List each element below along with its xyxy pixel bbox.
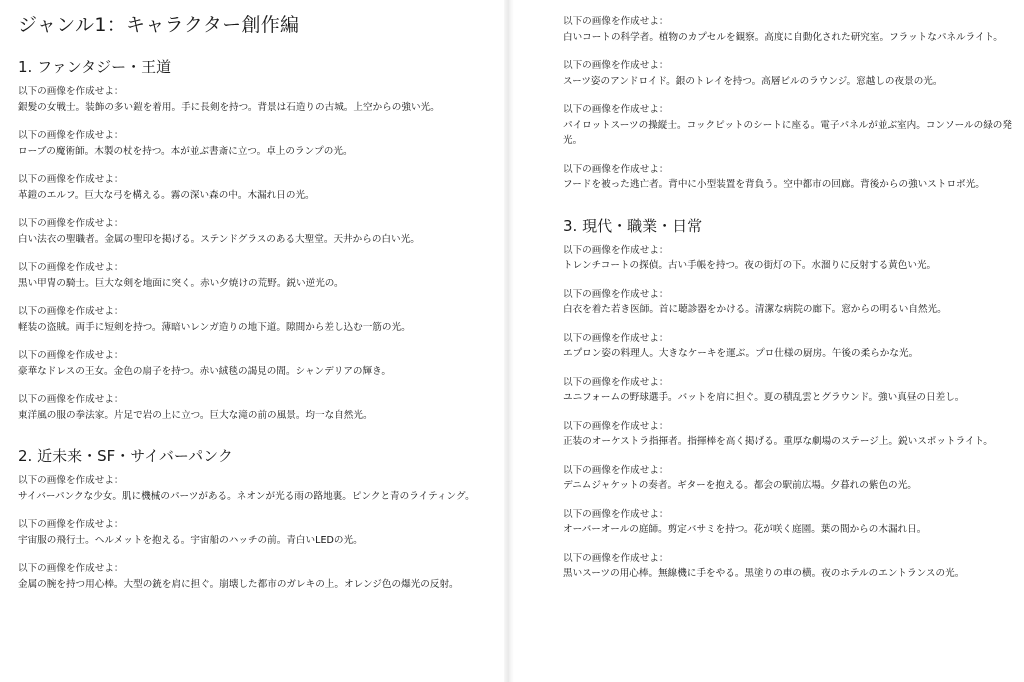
section-fantasy xyxy=(18,57,494,423)
entry-text: 軽装の盗賊。両手に短剣を持つ。薄暗いレンガ造りの地下道。隙間から差し込む一筋の光。 xyxy=(18,321,411,333)
entry-label: 以下の画像を作成せよ： xyxy=(563,16,669,27)
entry-text: 金属の腕を持つ用心棒。大型の銃を肩に担ぐ。崩壊した都市のガレキの上。オレンジ色の爆光の反射。 xyxy=(18,578,459,590)
prompt-entry xyxy=(563,58,1012,89)
prompt-entry xyxy=(563,419,1012,450)
entry-text: エプロン姿の料理人。大きなケーキを運ぶ。プロ仕様の厨房。午後の柔らかな光。 xyxy=(563,348,919,359)
entry-label: 以下の画像を作成せよ： xyxy=(563,332,669,344)
prompt-entry xyxy=(563,551,1012,582)
entry-text: 豪華なドレスの王女。金色の扇子を持つ。赤い絨毯の謁見の間。シャンデリアの輝き。 xyxy=(18,365,391,377)
section-scifi xyxy=(18,446,494,592)
prompt-entry xyxy=(18,561,494,592)
entry-text: デニムジャケットの奏者。ギターを抱える。都会の駅前広場。夕暮れの紫色の光。 xyxy=(563,480,917,491)
prompt-entry xyxy=(563,287,1012,318)
entry-label: 以下の画像を作成せよ： xyxy=(563,288,669,300)
prompt-entry xyxy=(563,507,1012,538)
prompt-entry xyxy=(563,463,1012,494)
entry-text: 革鎧のエルフ。巨大な弓を構える。霧の深い森の中。木漏れ日の光。 xyxy=(18,189,315,201)
entry-label: 以下の画像を作成せよ： xyxy=(18,394,124,405)
entry-label: 以下の画像を作成せよ： xyxy=(18,519,124,530)
entry-label: 以下の画像を作成せよ： xyxy=(563,508,669,520)
entry-text: 東洋風の服の拳法家。片足で岩の上に立つ。巨大な滝の前の風景。均一な自然光。 xyxy=(18,409,373,421)
entry-label: 以下の画像を作成せよ： xyxy=(18,306,124,317)
prompt-entry xyxy=(18,348,494,379)
entry-text: オーバーオールの庭師。剪定バサミを持つ。花が咲く庭園。葉の間からの木漏れ日。 xyxy=(563,524,927,535)
entry-text: 宇宙服の飛行士。ヘルメットを抱える。宇宙船のハッチの前。青白いLEDの光。 xyxy=(18,534,363,546)
section-heading: 2. 近未来・SF・サイバーパンク xyxy=(18,447,233,465)
entry-label: 以下の画像を作成せよ： xyxy=(18,350,124,361)
entry-text: ユニフォームの野球選手。バットを肩に担ぐ。夏の積乱雲とグラウンド。強い真昼の日差し。 xyxy=(563,392,965,403)
section-heading: 1. ファンタジー・王道 xyxy=(18,58,172,76)
entry-text: 白衣を着た若き医師。首に聴診器をかける。清潔な病院の廊下。窓からの明るい自然光。 xyxy=(563,304,947,315)
entry-text: 白いコートの科学者。植物のカプセルを観察。高度に自動化された研究室。フラットなパネルライト。 xyxy=(563,31,1003,43)
section-scifi-continued xyxy=(563,14,1012,193)
entry-text: 黒い甲冑の騎士。巨大な剣を地面に突く。赤い夕焼けの荒野。鋭い逆光の。 xyxy=(18,277,344,289)
entry-label: 以下の画像を作成せよ： xyxy=(563,464,669,476)
entry-label: 以下の画像を作成せよ： xyxy=(18,563,124,574)
entry-label: 以下の画像を作成せよ： xyxy=(18,475,124,486)
entry-text: 正装のオーケストラ指揮者。指揮棒を高く掲げる。重厚な劇場のステージ上。鋭いスポットライト。 xyxy=(563,436,993,447)
entry-text: スーツ姿のアンドロイド。銀のトレイを持つ。高層ビルのラウンジ。窓越しの夜景の光。 xyxy=(563,75,943,87)
entry-text: パイロットスーツの操縦士。コックピットのシートに座る。電子パネルが並ぶ室内。コンソールの緑の発光。 xyxy=(563,119,1012,146)
entry-label: 以下の画像を作成せよ： xyxy=(563,60,669,71)
prompt-entry xyxy=(18,392,494,423)
entry-label: 以下の画像を作成せよ： xyxy=(18,262,124,273)
left-page xyxy=(0,0,506,682)
prompt-entry xyxy=(18,172,494,203)
prompt-entry xyxy=(563,162,1012,193)
entry-label: 以下の画像を作成せよ： xyxy=(563,163,669,175)
prompt-entry xyxy=(18,304,494,335)
entry-text: フードを被った逃亡者。背中に小型装置を背負う。空中都市の回廊。背後からの強いストロボ光。 xyxy=(563,179,985,190)
prompt-entry xyxy=(18,473,494,504)
section-heading: 3. 現代・職業・日常 xyxy=(563,216,703,235)
entry-label: 以下の画像を作成せよ： xyxy=(563,376,669,388)
prompt-entry xyxy=(18,216,494,247)
right-page xyxy=(512,0,1024,682)
entry-text: トレンチコートの探偵。古い手帳を持つ。夜の街灯の下。水溜りに反射する黄色い光。 xyxy=(563,260,937,271)
prompt-entry xyxy=(18,128,494,159)
entry-label: 以下の画像を作成せよ： xyxy=(18,218,124,229)
entry-label: 以下の画像を作成せよ： xyxy=(18,130,124,141)
entry-text: 黒いスーツの用心棒。無線機に手をやる。黒塗りの車の横。夜のホテルのエントランスの光。 xyxy=(563,568,965,579)
prompt-entry xyxy=(18,517,494,548)
entry-label: 以下の画像を作成せよ： xyxy=(18,86,124,97)
document-title: ジャンル1：キャラクター創作編 xyxy=(18,14,300,36)
prompt-entry xyxy=(563,14,1012,45)
entry-text: 白い法衣の聖職者。金属の聖印を掲げる。ステンドグラスのある大聖堂。天井からの白い光。 xyxy=(18,233,420,245)
entry-label: 以下の画像を作成せよ： xyxy=(563,104,669,115)
entry-text: サイバーパンクな少女。肌に機械のパーツがある。ネオンが光る雨の路地裏。ピンクと青のライティング。 xyxy=(18,490,475,502)
entry-label: 以下の画像を作成せよ： xyxy=(563,244,669,256)
prompt-entry xyxy=(563,102,1012,149)
entry-text: 銀髪の女戦士。装飾の多い鎧を着用。手に長剣を持つ。背景は石造りの古城。上空からの強い光。 xyxy=(18,101,440,113)
prompt-entry xyxy=(18,260,494,291)
section-modern xyxy=(563,216,1012,582)
prompt-entry xyxy=(563,375,1012,406)
prompt-entry xyxy=(563,331,1012,362)
prompt-entry xyxy=(563,243,1012,274)
entry-text: ローブの魔術師。木製の杖を持つ。本が並ぶ書斎に立つ。卓上のランプの光。 xyxy=(18,145,353,157)
prompt-entry xyxy=(18,84,494,115)
entry-label: 以下の画像を作成せよ： xyxy=(18,174,124,185)
entry-label: 以下の画像を作成せよ： xyxy=(563,420,669,432)
entry-label: 以下の画像を作成せよ： xyxy=(563,552,669,564)
